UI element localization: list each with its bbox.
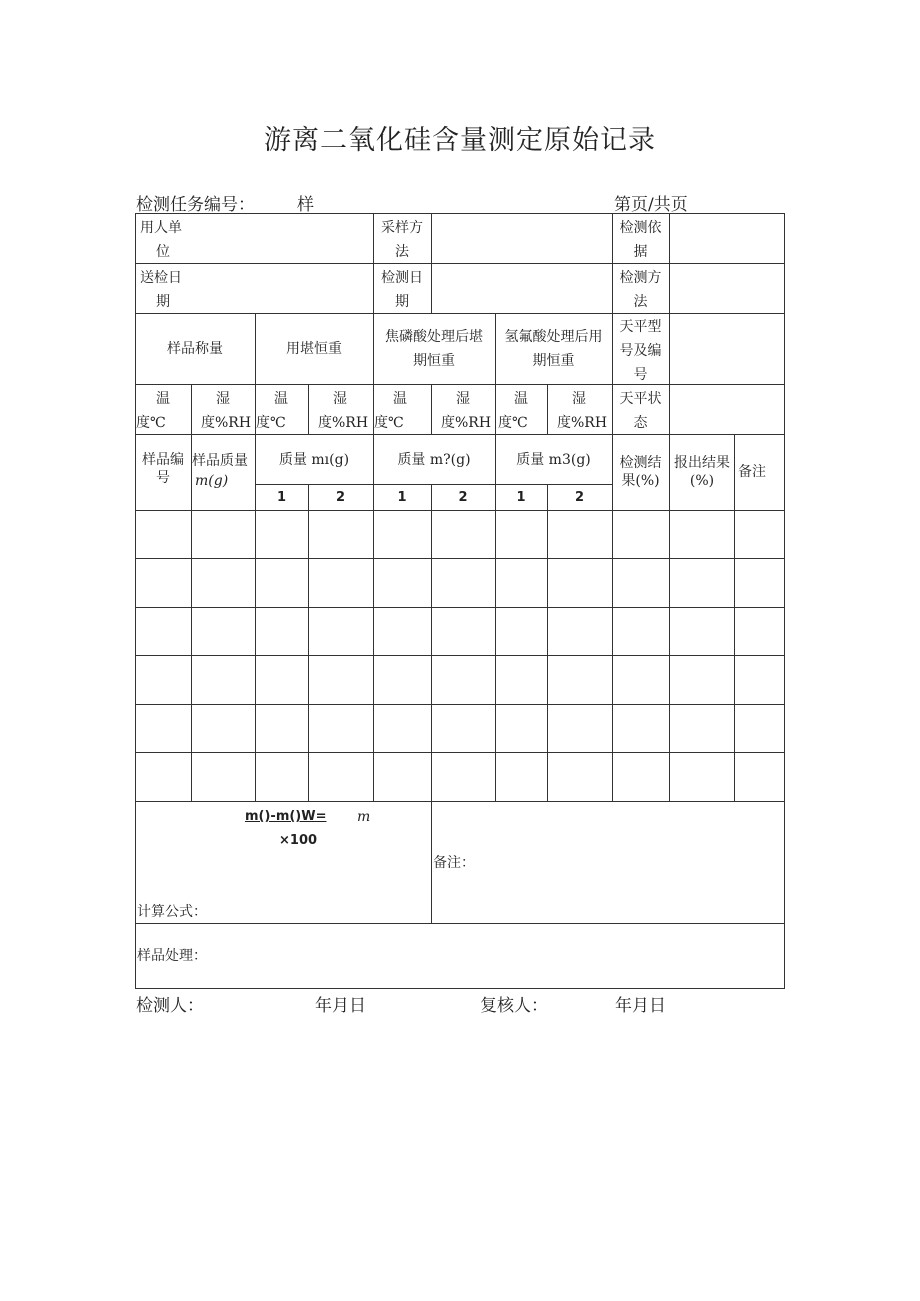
document-title: 游离二氧化硅含量测定原始记录	[264, 125, 656, 156]
mass-m1-header: 质量 mı(g)	[278, 452, 350, 468]
reported-result-header: 报出结果 (%)	[674, 455, 730, 489]
formula-m: m	[357, 809, 371, 825]
sample-mass-header: 样品质量 m(g)	[192, 453, 248, 489]
mass-m2-header: 质量 m?(g)	[397, 452, 471, 468]
m3-sub-1: 1	[516, 490, 526, 505]
reviewer-label: 复核人：	[480, 996, 548, 1016]
test-result-header: 检测结 果(%)	[619, 455, 662, 489]
humidity-label: 湿 度%RH	[441, 391, 492, 431]
task-number-label: 检测任务编号：	[136, 195, 255, 215]
balance-model-label: 天平型 号及编 号	[619, 319, 662, 383]
temperature-label: 温 度℃	[256, 391, 288, 431]
temperature-label: 温 度℃	[136, 391, 170, 431]
humidity-label: 湿 度%RH	[318, 391, 369, 431]
crucible-constant-weight-label: 用堪恒重	[286, 341, 342, 357]
m2-sub-1: 1	[397, 490, 407, 505]
temperature-label: 温 度℃	[374, 391, 407, 431]
hydrofluoric-label: 氢氟酸处理后用 期恒重	[504, 329, 603, 369]
reviewer-date: 年月日	[615, 996, 666, 1016]
tester-label: 检测人：	[136, 996, 204, 1016]
formula-line-1: m()-m()W=	[245, 809, 327, 824]
mass-m3-header: 质量 m3(g)	[516, 452, 591, 468]
formula-label: 计算公式：	[137, 904, 207, 920]
humidity-label: 湿 度%RH	[557, 391, 608, 431]
test-date-label: 检测日 期	[381, 270, 423, 310]
remark-header: 备注	[738, 464, 766, 480]
task-number-value: 样	[297, 195, 314, 215]
formula-line-2: ×100	[279, 833, 318, 848]
page-indicator: 第页/共页	[614, 195, 688, 215]
balance-state-label: 天平状 态	[619, 391, 662, 431]
test-method-label: 检测方 法	[619, 270, 662, 310]
m3-sub-2: 2	[574, 490, 585, 505]
pyrophosphoric-label: 焦磷酸处理后堪 期恒重	[385, 329, 483, 369]
tester-date: 年月日	[315, 996, 366, 1016]
unit-label: 用人单 位	[140, 220, 182, 260]
temperature-label: 温 度℃	[498, 391, 528, 431]
submission-date-label: 送检日 期	[140, 270, 182, 310]
m1-sub-1: 1	[276, 490, 287, 505]
sampling-method-label: 采样方 法	[381, 220, 423, 260]
m1-sub-2: 2	[335, 490, 346, 505]
m2-sub-2: 2	[458, 490, 468, 505]
sample-weighing-label: 样品称量	[167, 341, 223, 357]
sample-number-header: 样品编 号	[142, 452, 184, 486]
formula-remark-label: 备注：	[433, 855, 475, 871]
test-basis-label: 检测依 据	[619, 220, 662, 260]
humidity-label: 湿 度%RH	[201, 391, 252, 431]
sample-treatment-label: 样品处理：	[137, 948, 207, 964]
